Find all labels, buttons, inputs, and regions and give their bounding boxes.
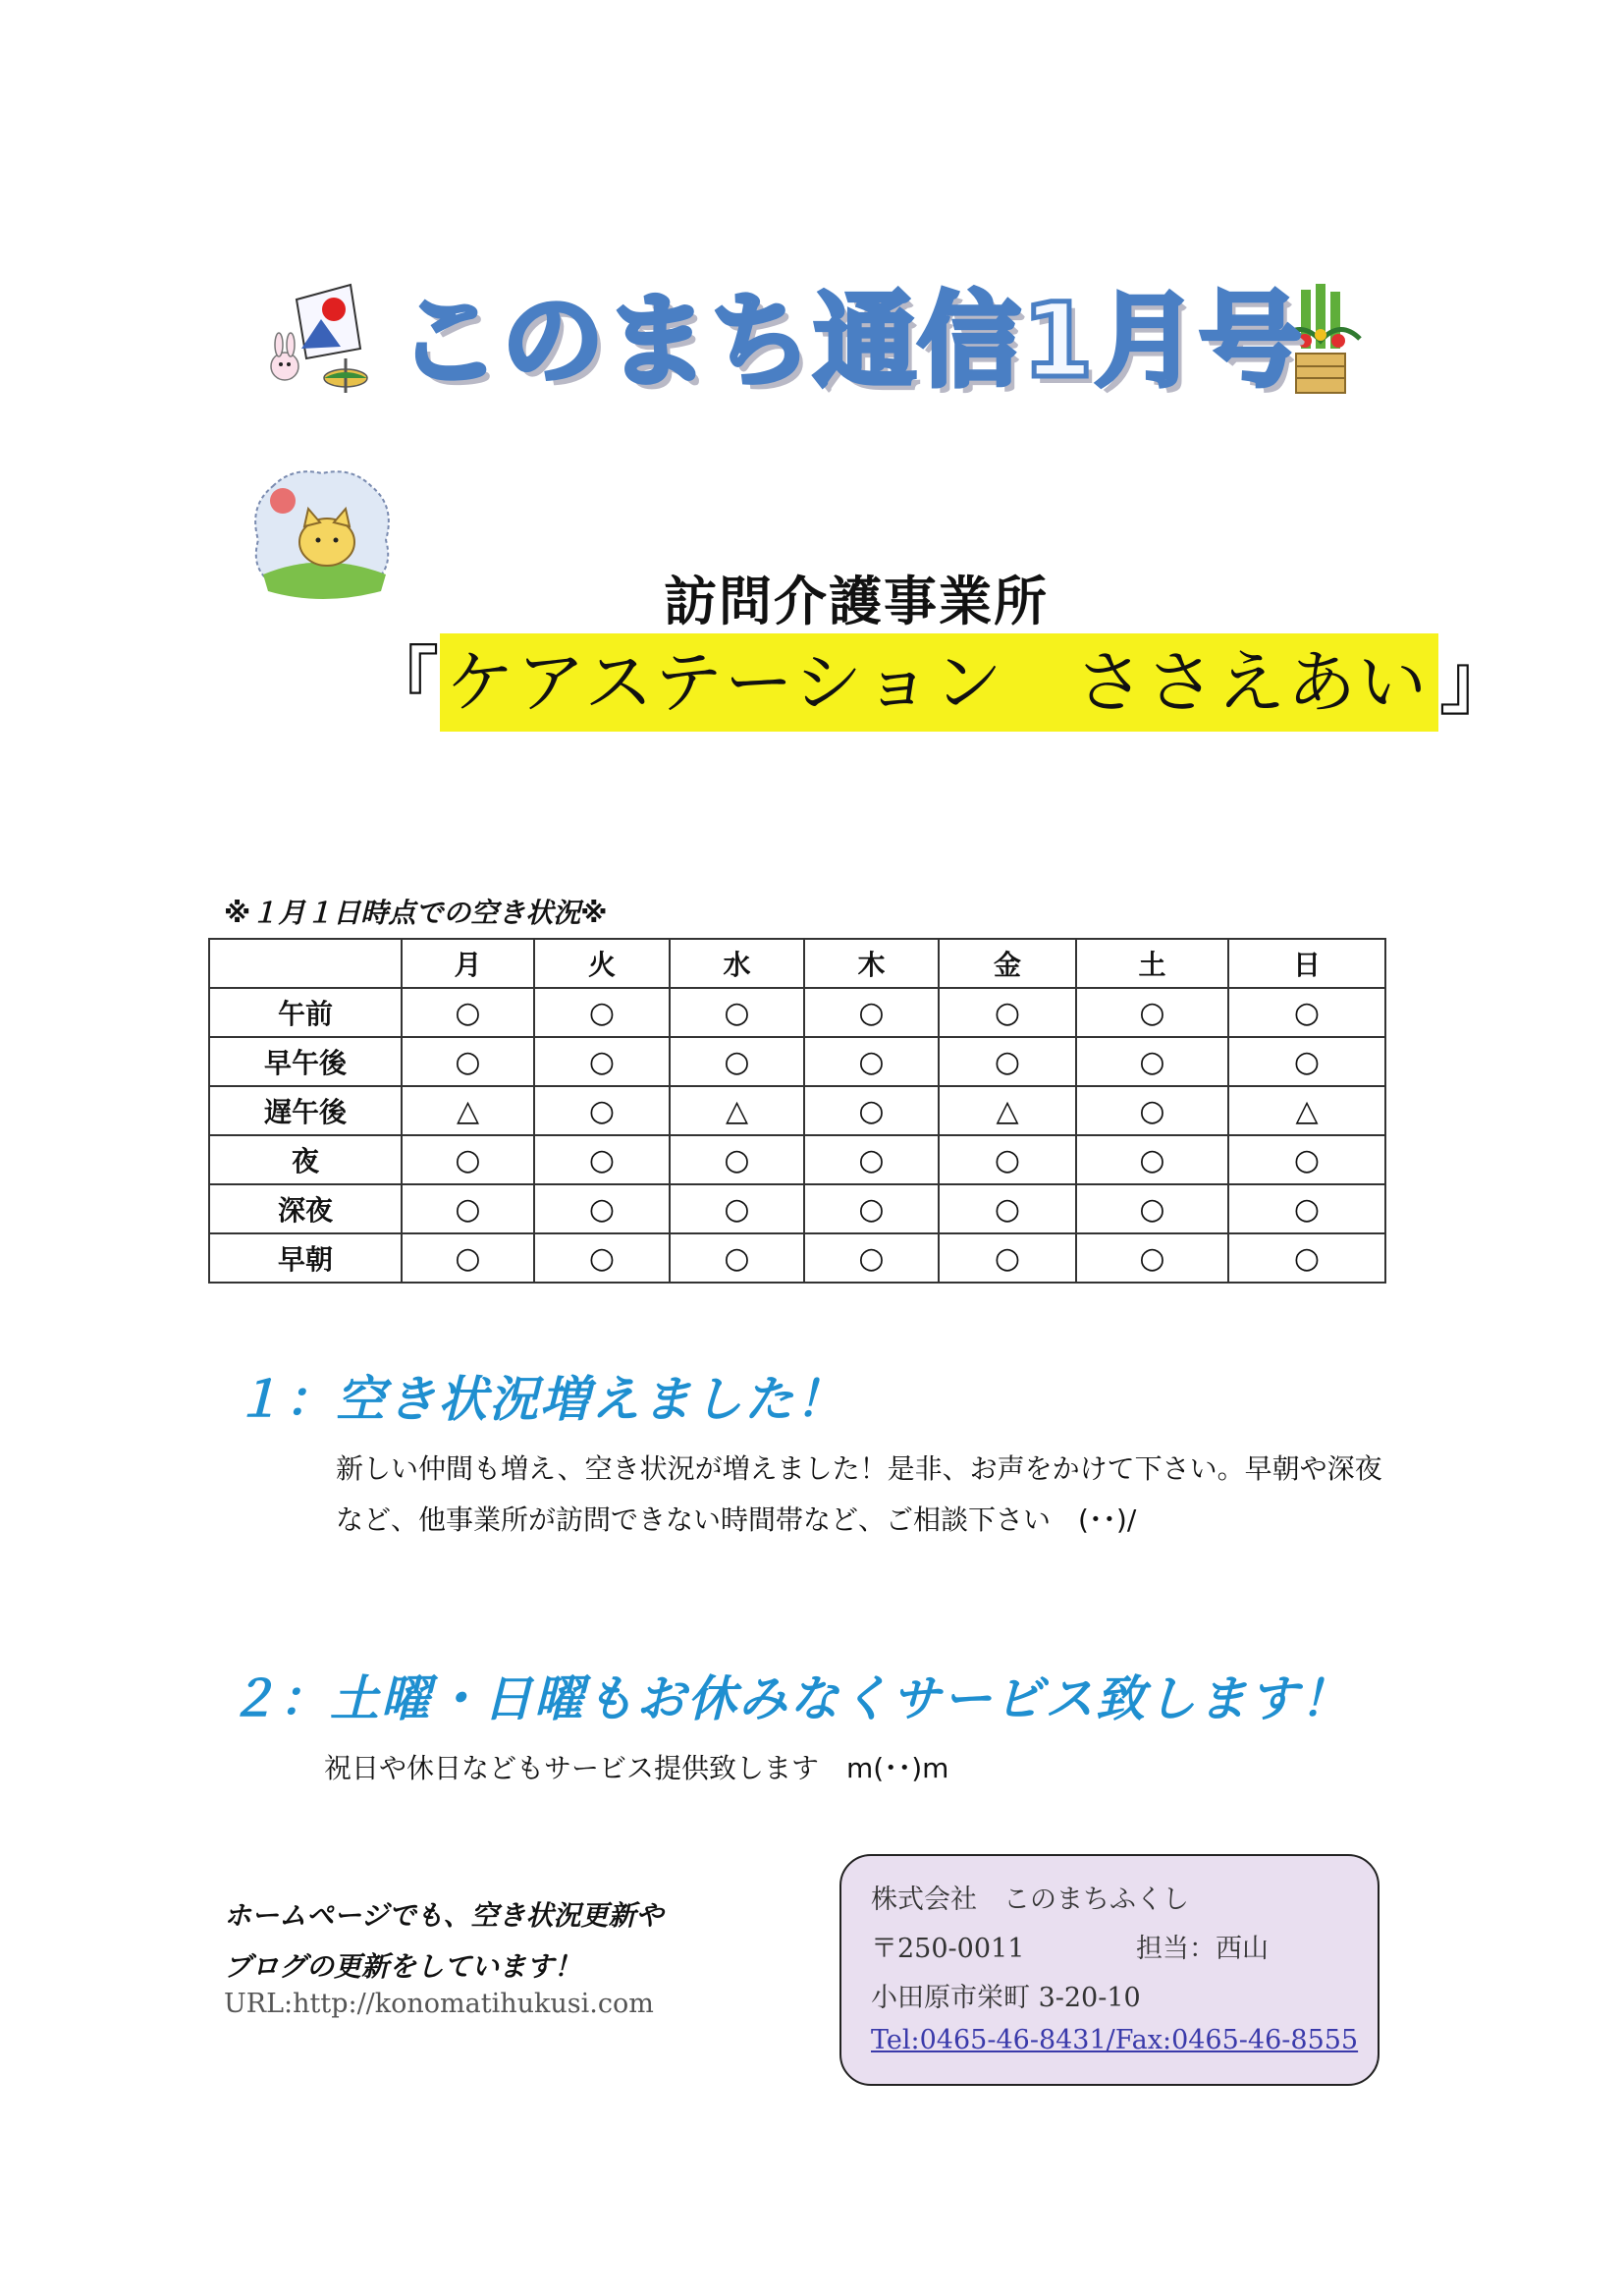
availability-note: ※１月１日時点での空き状況※ [224,897,608,929]
table-cell: △ [670,1086,804,1135]
table-cell: ○ [670,1184,804,1233]
contact-zip: 〒250-0011 [871,1934,1025,1964]
table-row [209,1086,1385,1135]
contact-box [839,1854,1380,2086]
table-cell: ○ [670,1037,804,1086]
homepage-promo [224,1890,663,1993]
table-header-row [209,939,1385,988]
table-cell: ○ [939,1233,1076,1283]
table-cell: ○ [402,1135,534,1184]
row-label: 早朝 [209,1233,402,1283]
table-cell: ○ [534,1184,670,1233]
table-header-cell: 月 [402,939,534,988]
row-label: 早午後 [209,1037,402,1086]
row-label: 遅午後 [209,1086,402,1135]
table-cell: ○ [534,1233,670,1283]
table-cell: ○ [534,988,670,1037]
row-label: 夜 [209,1135,402,1184]
row-label: 午前 [209,988,402,1037]
table-row [209,1233,1385,1283]
promo-line: ホームページでも、空き状況更新や [224,1899,664,1932]
table-cell: ○ [670,988,804,1037]
table-cell: ○ [1076,1086,1228,1135]
table-header-cell: 日 [1228,939,1385,988]
table-header-cell: 金 [939,939,1076,988]
table-cell: ○ [804,988,939,1037]
table-cell: ○ [804,1184,939,1233]
new-year-kite-illustration [267,280,395,398]
section1-body: 新しい仲間も増え、空き状況が増えました！是非、お声をかけて下さい。早朝や深夜など、他事業所が訪問できない時間帯など、ご相談下さい (･･)/ [336,1452,1382,1536]
table-cell: ○ [534,1037,670,1086]
contact-company: 株式会社 このまちふくし [871,1885,1189,1915]
table-cell: ○ [1076,988,1228,1037]
table-row [209,1135,1385,1184]
table-cell: ○ [1228,1135,1385,1184]
table-cell: ○ [670,1233,804,1283]
table-cell: ○ [939,988,1076,1037]
table-cell: ○ [1076,1184,1228,1233]
table-cell: ○ [1228,1037,1385,1086]
table-header-cell: 土 [1076,939,1228,988]
table-cell: ○ [1228,988,1385,1037]
table-cell: ○ [1076,1233,1228,1283]
contact-phone-fax-link[interactable]: Tel:0465-46-8431/Fax:0465-46-8555 [871,2025,1359,2055]
table-cell: ○ [1228,1184,1385,1233]
close-bracket: 』 [1438,638,1516,727]
open-bracket: 『 [363,638,441,727]
table-row [209,988,1385,1037]
table-cell: ○ [804,1135,939,1184]
section2-heading: ２：土曜・日曜もお休みなくサービス致します！ [228,1670,1351,1727]
table-header-cell: 木 [804,939,939,988]
table-cell: ○ [804,1233,939,1283]
website-url-link[interactable]: URL:http://konomatihukusi.com [224,1989,654,2019]
table-cell: ○ [670,1135,804,1184]
table-cell: △ [402,1086,534,1135]
table-cell: ○ [939,1037,1076,1086]
cat-mascot-illustration [243,462,401,609]
availability-table [208,938,1386,1284]
table-cell: ○ [1076,1135,1228,1184]
table-cell: △ [1228,1086,1385,1135]
table-cell: ○ [402,1233,534,1283]
row-label: 深夜 [209,1184,402,1233]
table-cell: ○ [1076,1037,1228,1086]
table-cell: ○ [939,1184,1076,1233]
table-cell: ○ [534,1086,670,1135]
section2-body: 祝日や休日などもサービス提供致します m(･･)m [324,1752,949,1784]
table-header-cell [209,939,402,988]
table-header-cell: 火 [534,939,670,988]
table-cell: ○ [402,1184,534,1233]
company-name-highlight: ケアステーション ささえあい [440,633,1438,732]
table-cell: ○ [1228,1233,1385,1283]
table-cell: ○ [804,1037,939,1086]
table-cell: ○ [939,1135,1076,1184]
table-row [209,1037,1385,1086]
section1-heading: １：空き状況増えました！ [234,1371,846,1428]
company-name-banner [363,633,1515,732]
table-cell: ○ [804,1086,939,1135]
business-type-subtitle: 訪問介護事業所 [664,571,1049,632]
table-row [209,1184,1385,1233]
table-cell: ○ [402,988,534,1037]
table-header-cell: 水 [670,939,804,988]
table-cell: △ [939,1086,1076,1135]
table-cell: ○ [402,1037,534,1086]
newsletter-title: このまち通信1月号 [398,281,1304,401]
contact-person: 担当：西山 [1136,1934,1269,1964]
table-cell: ○ [534,1135,670,1184]
contact-address: 小田原市栄町 3-20-10 [871,1983,1141,2013]
promo-line: ブログの更新をしています！ [224,1950,582,1983]
